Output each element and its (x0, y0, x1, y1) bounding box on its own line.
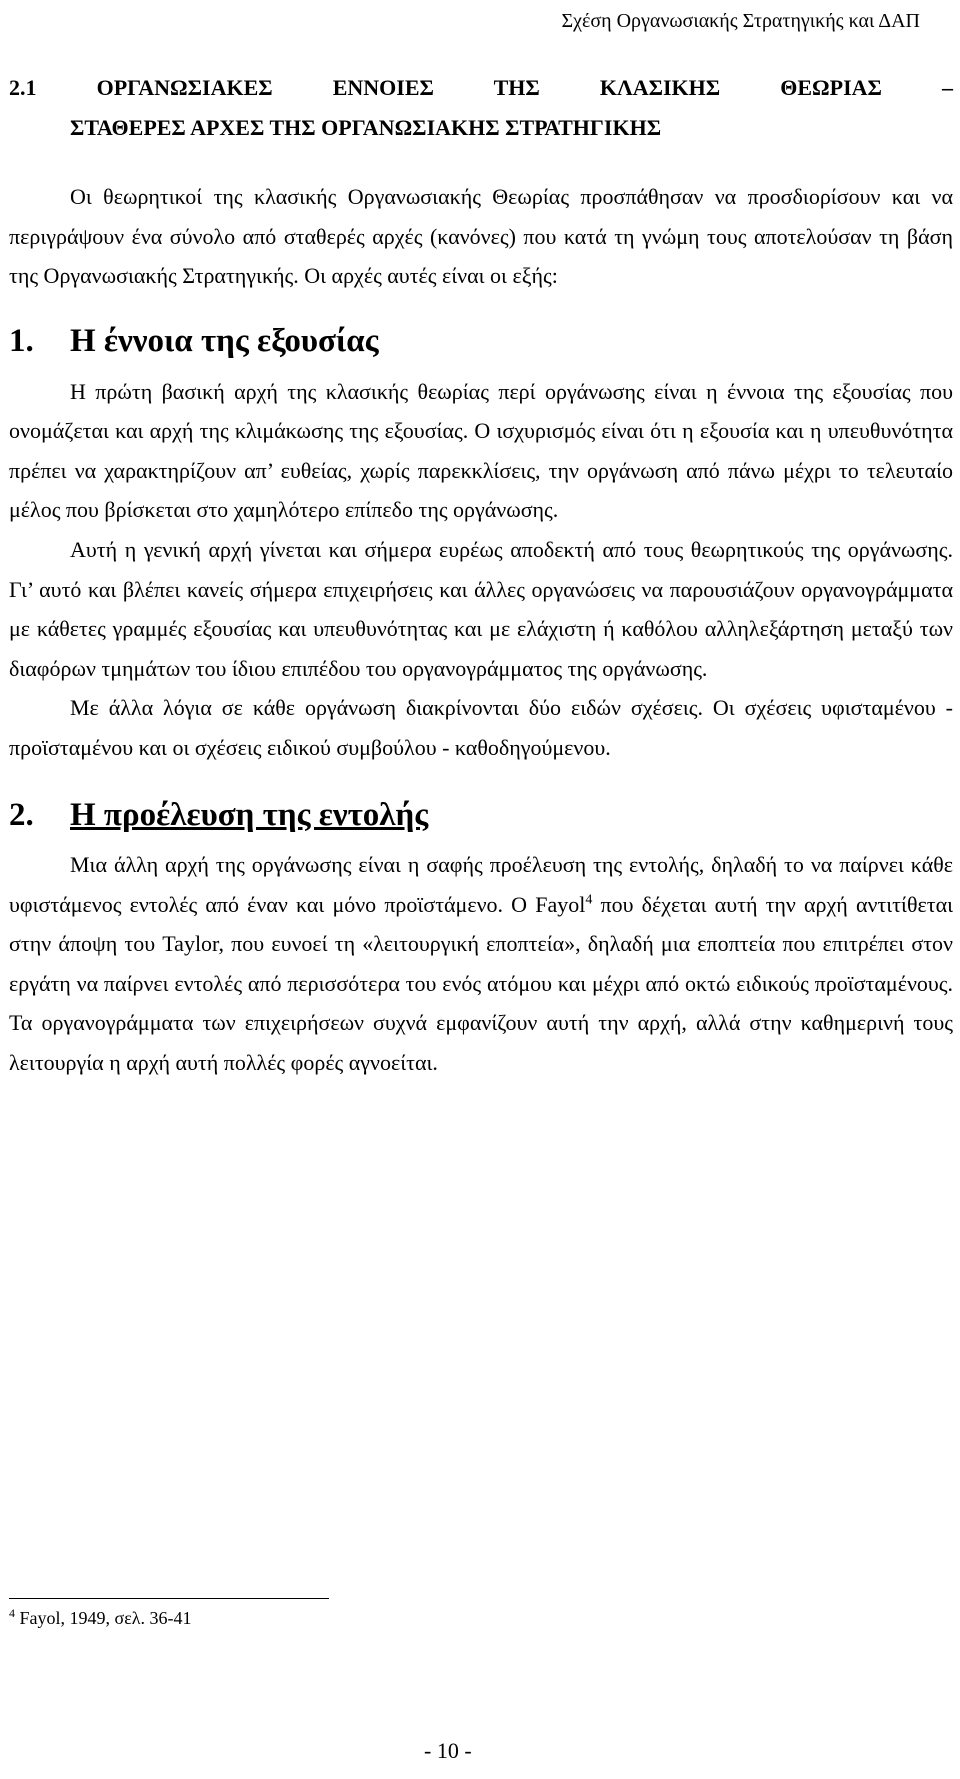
chapter-heading-line-1: 2.1 ΟΡΓΑΝΩΣΙΑΚΕΣ ΕΝΝΟΙΕΣ ΤΗΣ ΚΛΑΣΙΚΗΣ ΘΕΩΡΙΑΣ – (9, 75, 953, 100)
page-number: - 10 - (424, 1738, 472, 1763)
section-1-number: 1. (9, 322, 34, 359)
chapter-heading-line-2: ΣΤΑΘΕΡΕΣ ΑΡΧΕΣ ΤΗΣ ΟΡΓΑΝΩΣΙΑΚΗΣ ΣΤΡΑΤΗΓΙΚΗΣ (70, 114, 662, 140)
section-2-title: Η προέλευση της εντολής (70, 796, 429, 833)
section-1-heading (9, 322, 953, 362)
page-body (9, 68, 953, 1083)
footnote-reference[interactable]: 4 (585, 892, 593, 908)
section-2-text-before-ref: Μια άλλη αρχή της οργάνωσης είναι η σαφής προέλευση της εντολής, δηλαδή το να παίρνει κάθε υφιστάμενος εντολές από έναν και μόνο προϊστάμενο. Ο Fayol (9, 852, 953, 917)
footnote-text: Fayol, 1949, σελ. 36-41 (15, 1608, 192, 1628)
section-1-paragraph-1: Η πρώτη βασική αρχή της κλασικής θεωρίας περί οργάνωσης είναι η έννοια της εξουσίας που ονομάζεται και αρχή της κλιμάκωσης της εξουσίας. Ο ισχυρισμός είναι ότι η εξουσία και η υπευθυνότητα πρέπει να χαρακτηρίζουν απ’ ευθείας, χωρίς παρεκκλίσεις, την οργάνωση από πάνω μέχρι το τελευταίο μέλος που βρίσκεται στο χαμηλότερο επίπεδο της οργάνωσης. (9, 378, 953, 523)
chapter-heading (9, 68, 953, 147)
footnote-separator (9, 1598, 329, 1599)
footnote-marker: 4 (9, 1606, 15, 1620)
section-2-number: 2. (9, 796, 34, 833)
section-1-title: Η έννοια της εξουσίας (70, 322, 379, 359)
section-2-text-after-ref: που δέχεται αυτή την αρχή αντιτίθεται στην άποψη του Taylor, που ευνοεί τη «λειτουργική εποπτεία», δηλαδή μια εποπτεία που επιτρέπει στον εργάτη να παίρνει εντολές από περισσότερα του ενός ατόμου και μέχρι από οκτώ ειδικούς προϊσταμένους. Τα οργανογράμματα των επιχειρήσεων συχνά εμφανίζουν αυτή την αρχή, αλλά στην καθημερινή τους λειτουργία η αρχή αυτή πολλές φορές αγνοείται. (9, 891, 954, 1076)
footnote (9, 1608, 191, 1629)
section-1-paragraph-3: Με άλλα λόγια σε κάθε οργάνωση διακρίνονται δύο ειδών σχέσεις. Οι σχέσεις υφισταμένου - προϊσταμένου και οι σχέσεις ειδικού συμβούλου - καθοδηγούμενου. (9, 695, 953, 760)
section-1-paragraph-2: Αυτή η γενική αρχή γίνεται και σήμερα ευρέως αποδεκτή από τους θεωρητικούς της οργάνωσης. Γι’ αυτό και βλέπει κανείς σήμερα επιχειρήσεις και άλλες οργανώσεις να παρουσιάζουν οργανογράμματα με κάθετες γραμμές εξουσίας και υπευθυνότητας και με ελάχιστη ή καθόλου αλληλεξάρτηση μεταξύ των διαφόρων τμημάτων του ίδιου επιπέδου του οργανογράμματος της οργάνωσης. (9, 536, 953, 681)
section-2-paragraph (9, 845, 953, 1083)
running-header: Σχέση Οργανωσιακής Στρατηγικής και ΔΑΠ (561, 10, 920, 32)
intro-paragraph: Οι θεωρητικοί της κλασικής Οργανωσιακής Θεωρίας προσπάθησαν να προσδιορίσουν και να περιγράψουν ένα σύνολο από σταθερές αρχές (κανόνες) που κατά τη γνώμη τους αποτελούσαν τη βάση της Οργανωσιακής Στρατηγικής. Οι αρχές αυτές είναι οι εξής: (9, 184, 953, 289)
section-2-heading (9, 796, 953, 836)
